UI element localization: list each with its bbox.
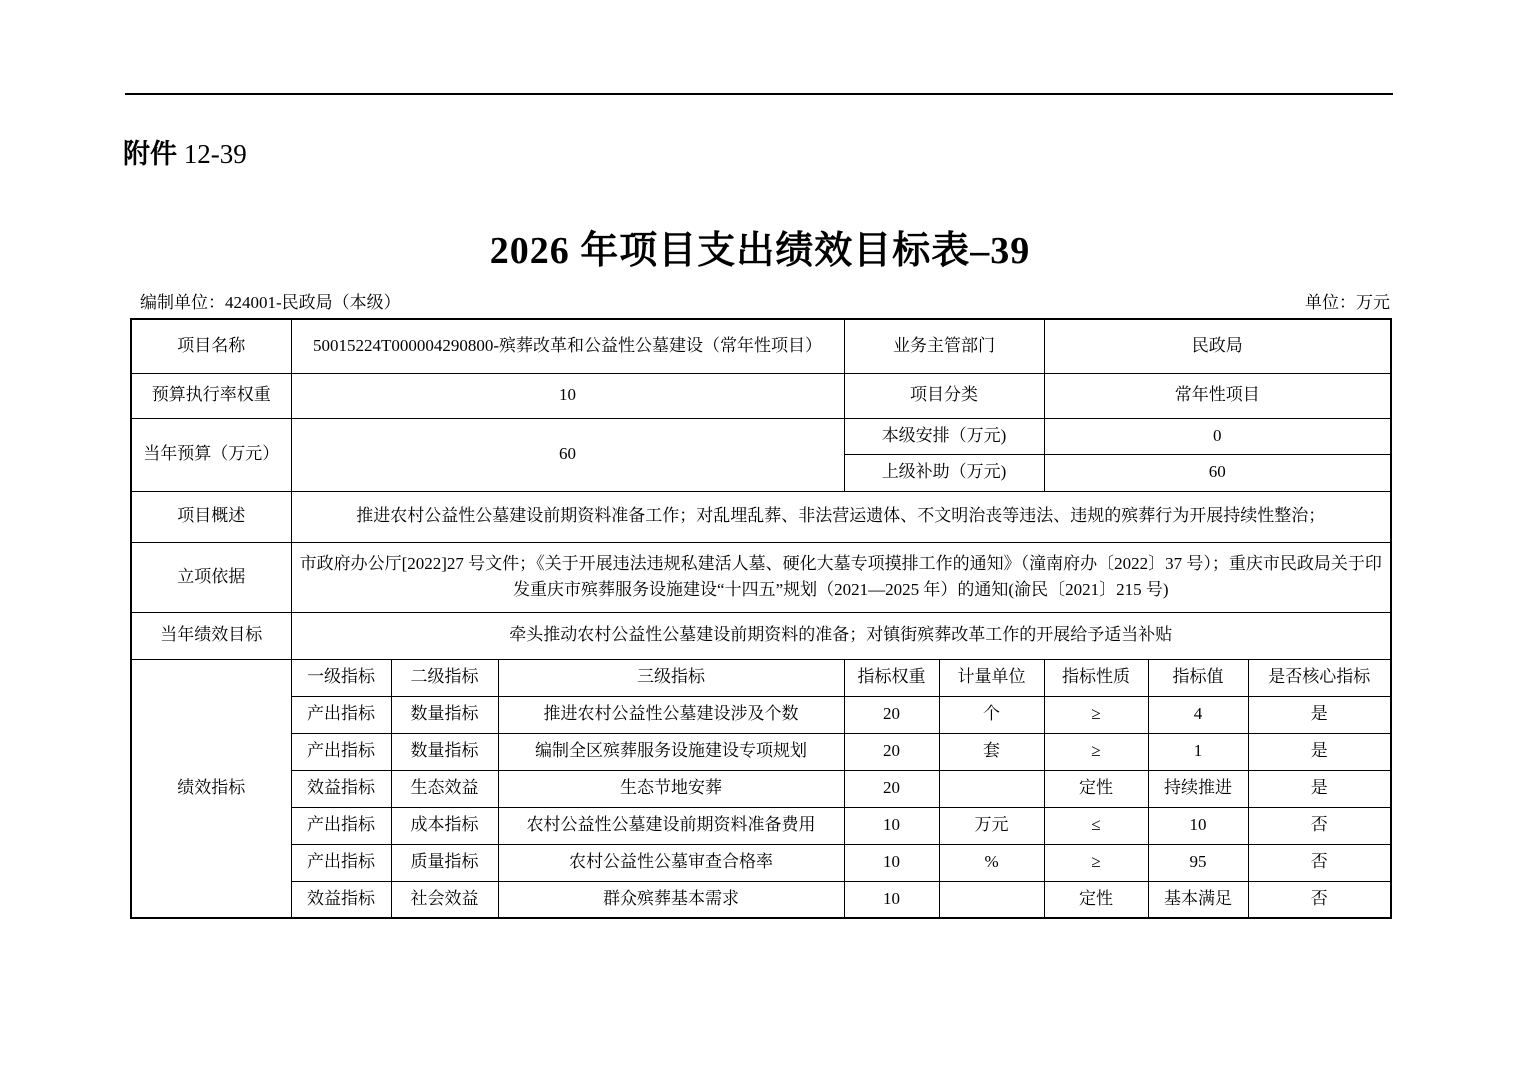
indicators-header-core: 是否核心指标	[1248, 659, 1391, 696]
indicator-weight: 20	[844, 770, 939, 807]
row-overview	[131, 491, 1391, 542]
indicator-unit	[939, 770, 1044, 807]
indicators-header-level3: 三级指标	[498, 659, 844, 696]
year-budget-label: 当年预算（万元）	[131, 418, 291, 491]
indicator-weight: 10	[844, 844, 939, 881]
prepared-by-label: 编制单位：424001-民政局（本级）	[140, 293, 401, 312]
indicator-unit: 万元	[939, 807, 1044, 844]
overview-value: 推进农村公益性公墓建设前期资料准备工作；对乱埋乱葬、非法营运遗体、不文明治丧等违法、违规的殡葬行为开展持续性整治；	[291, 491, 1391, 542]
performance-target-table	[130, 318, 1392, 919]
target-label: 当年绩效目标	[131, 612, 291, 659]
indicator-nature: ≥	[1044, 733, 1148, 770]
indicator-row	[131, 696, 1391, 733]
indicators-header-nature: 指标性质	[1044, 659, 1148, 696]
indicator-level3: 编制全区殡葬服务设施建设专项规划	[498, 733, 844, 770]
indicator-level1: 效益指标	[291, 770, 391, 807]
target-value: 牵头推动农村公益性公墓建设前期资料的准备；对镇街殡葬改革工作的开展给予适当补贴	[291, 612, 1391, 659]
indicator-level3: 推进农村公益性公墓建设涉及个数	[498, 696, 844, 733]
local-arrangement-label: 本级安排（万元)	[844, 418, 1044, 454]
indicator-weight: 20	[844, 696, 939, 733]
indicator-level1: 产出指标	[291, 844, 391, 881]
row-project-name	[131, 319, 1391, 373]
indicators-header-weight: 指标权重	[844, 659, 939, 696]
superior-subsidy-label: 上级补助（万元)	[844, 454, 1044, 491]
overview-label: 项目概述	[131, 491, 291, 542]
indicator-nature: ≥	[1044, 844, 1148, 881]
indicators-header-level2: 二级指标	[391, 659, 498, 696]
indicator-nature: ≤	[1044, 807, 1148, 844]
indicator-value: 95	[1148, 844, 1248, 881]
indicator-weight: 20	[844, 733, 939, 770]
indicator-value: 持续推进	[1148, 770, 1248, 807]
indicator-value: 4	[1148, 696, 1248, 733]
category-value: 常年性项目	[1044, 373, 1391, 418]
row-basis	[131, 542, 1391, 612]
indicator-unit: %	[939, 844, 1044, 881]
budget-rate-label: 预算执行率权重	[131, 373, 291, 418]
year-budget-value: 60	[291, 418, 844, 491]
indicator-level1: 产出指标	[291, 807, 391, 844]
indicator-level3: 农村公益性公墓建设前期资料准备费用	[498, 807, 844, 844]
indicators-header-unit: 计量单位	[939, 659, 1044, 696]
indicator-level2: 成本指标	[391, 807, 498, 844]
indicator-level3: 农村公益性公墓审查合格率	[498, 844, 844, 881]
budget-rate-value: 10	[291, 373, 844, 418]
row-budget-rate	[131, 373, 1391, 418]
dept-label: 业务主管部门	[844, 319, 1044, 373]
indicator-core: 是	[1248, 770, 1391, 807]
indicator-level1: 产出指标	[291, 733, 391, 770]
indicator-value: 10	[1148, 807, 1248, 844]
indicators-header-level1: 一级指标	[291, 659, 391, 696]
indicator-row	[131, 844, 1391, 881]
project-name-value: 50015224T000004290800-殡葬改革和公益性公墓建设（常年性项目）	[291, 319, 844, 373]
indicator-unit	[939, 881, 1044, 918]
basis-label: 立项依据	[131, 542, 291, 612]
indicator-core: 是	[1248, 733, 1391, 770]
indicator-level2: 生态效益	[391, 770, 498, 807]
indicator-row	[131, 881, 1391, 918]
indicator-nature: ≥	[1044, 696, 1148, 733]
indicator-nature: 定性	[1044, 770, 1148, 807]
indicator-row	[131, 807, 1391, 844]
indicator-level2: 质量指标	[391, 844, 498, 881]
attachment-number: 12-39	[183, 139, 247, 169]
indicators-header-value: 指标值	[1148, 659, 1248, 696]
indicator-level2: 社会效益	[391, 881, 498, 918]
superior-subsidy-value: 60	[1044, 454, 1391, 491]
attachment-prefix: 附件	[123, 139, 177, 169]
page-title: 2026 年项目支出绩效目标表–39	[489, 230, 1031, 272]
indicator-nature: 定性	[1044, 881, 1148, 918]
dept-value: 民政局	[1044, 319, 1391, 373]
indicator-level3: 生态节地安葬	[498, 770, 844, 807]
attachment-label	[123, 138, 247, 170]
indicators-label: 绩效指标	[131, 659, 291, 918]
indicator-unit: 个	[939, 696, 1044, 733]
indicator-weight: 10	[844, 881, 939, 918]
basis-value: 市政府办公厅[2022]27 号文件；《关于开展违法违规私建活人墓、硬化大墓专项摸排工作的通知》（潼南府办〔2022〕37 号）；重庆市民政局关于印发重庆市殡葬服务设施建设“十四五”规划（2021—2025 年）的通知(渝民〔2021〕215 号)	[291, 542, 1391, 612]
project-name-label: 项目名称	[131, 319, 291, 373]
indicator-level3: 群众殡葬基本需求	[498, 881, 844, 918]
header-rule	[125, 93, 1393, 95]
indicators-header-row	[131, 659, 1391, 696]
indicator-core: 否	[1248, 807, 1391, 844]
indicator-level2: 数量指标	[391, 733, 498, 770]
indicator-value: 基本满足	[1148, 881, 1248, 918]
indicator-core: 是	[1248, 696, 1391, 733]
unit-note: 单位：万元	[1305, 293, 1390, 312]
row-year-budget-a	[131, 418, 1391, 454]
indicator-level2: 数量指标	[391, 696, 498, 733]
indicator-level1: 效益指标	[291, 881, 391, 918]
category-label: 项目分类	[844, 373, 1044, 418]
row-target	[131, 612, 1391, 659]
indicator-row	[131, 733, 1391, 770]
indicator-value: 1	[1148, 733, 1248, 770]
indicator-unit: 套	[939, 733, 1044, 770]
indicator-level1: 产出指标	[291, 696, 391, 733]
indicator-weight: 10	[844, 807, 939, 844]
indicator-core: 否	[1248, 844, 1391, 881]
local-arrangement-value: 0	[1044, 418, 1391, 454]
indicator-row	[131, 770, 1391, 807]
meta-row	[130, 288, 1390, 313]
indicator-core: 否	[1248, 881, 1391, 918]
